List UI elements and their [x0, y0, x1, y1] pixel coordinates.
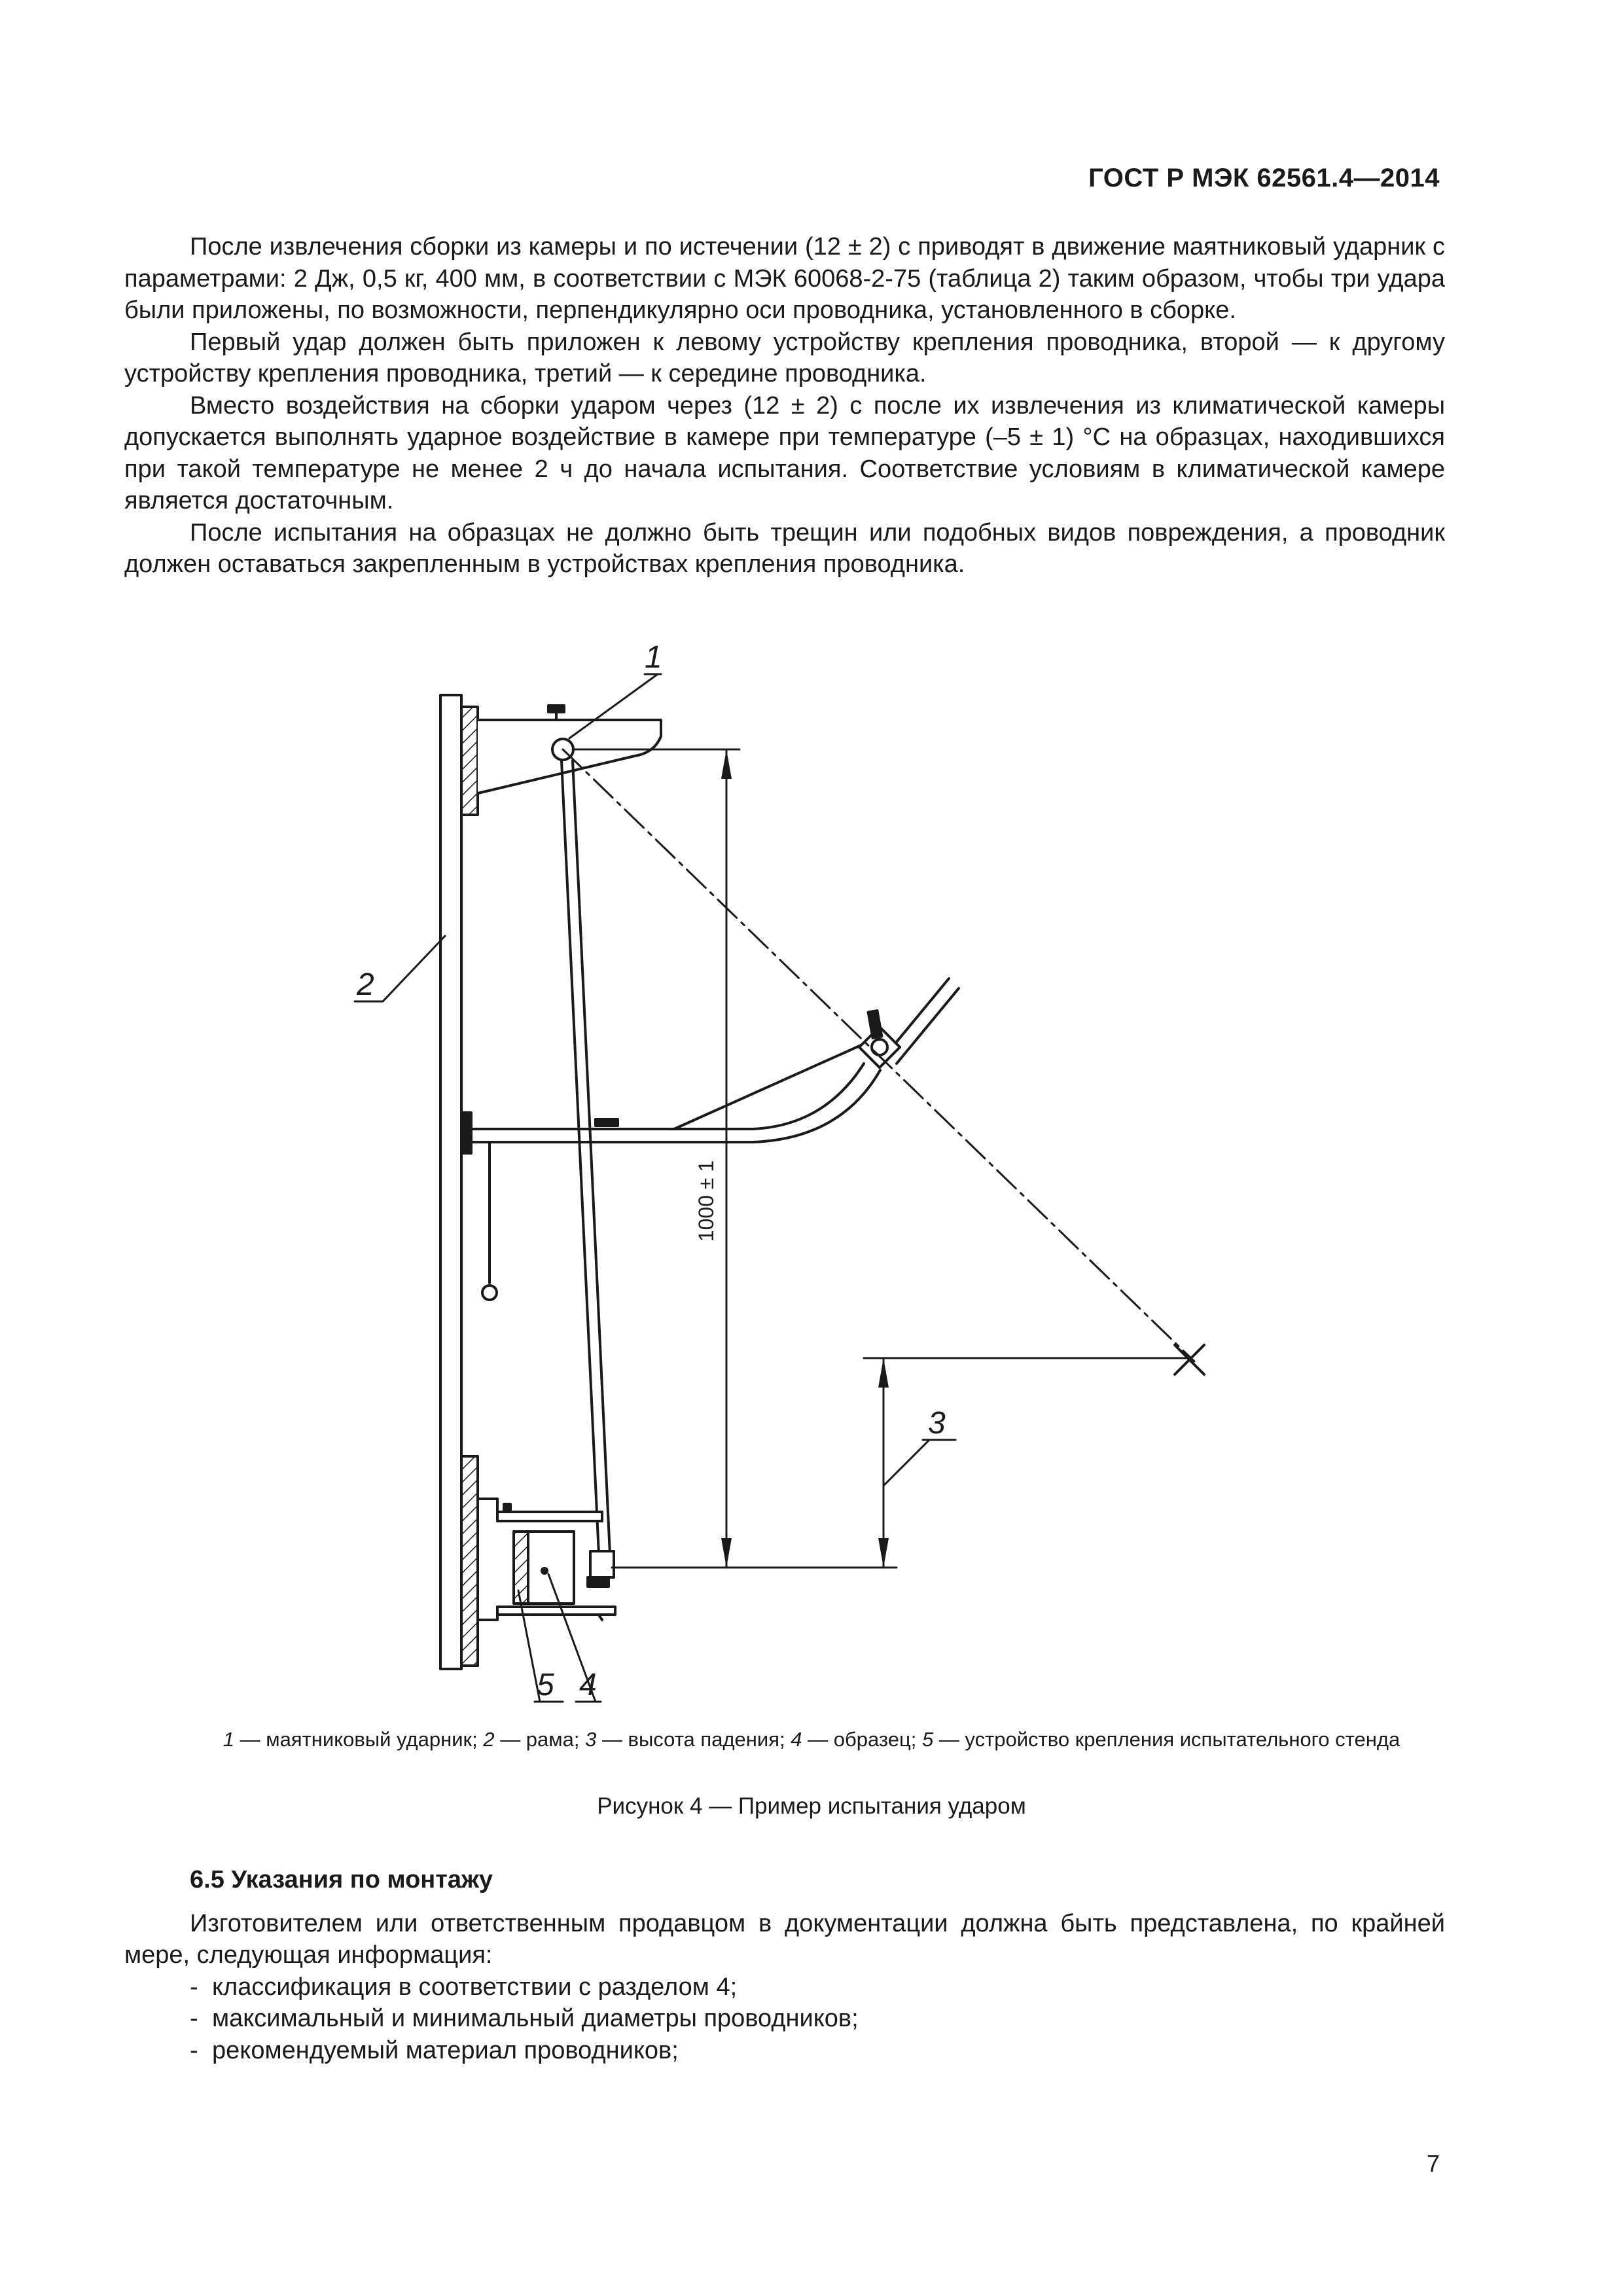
- label-4: 4: [579, 1668, 597, 1702]
- impact-test-drawing: [0, 628, 1623, 1741]
- legend-num: 1: [223, 1728, 235, 1751]
- list-item: - классификация в соответствии с разделом 4;: [190, 1971, 1445, 2003]
- document-header: ГОСТ Р МЭК 62561.4—2014: [1088, 164, 1440, 192]
- page-number: 7: [1426, 2150, 1440, 2177]
- pendulum-striker: [590, 1551, 614, 1577]
- legend-num: 2: [483, 1728, 495, 1751]
- section-title: 6.5 Указания по монтажу: [190, 1866, 493, 1893]
- swing-centerline: [563, 749, 1194, 1361]
- label-5: 5: [537, 1668, 554, 1702]
- legend-text: — устройство крепления испытательного стенда: [933, 1728, 1400, 1751]
- legend-text: — образец;: [802, 1728, 922, 1751]
- body-text: [124, 231, 1445, 581]
- legend-num: 4: [791, 1728, 802, 1751]
- dimension-label: 1000 ± 1: [694, 1160, 718, 1242]
- legend-text: — маятниковый ударник;: [234, 1728, 484, 1751]
- paragraph: После извлечения сборки из камеры и по истечении (12 ± 2) с приводят в движение маятниковый ударник с параметрами: 2 Дж, 0,5 кг, 400 мм, в соответствии с МЭК 60068-2-75 (таблица 2) таким образом, чтобы три удара были приложены, по возможности, перпендикулярно оси проводника, установленного в сборке.: [124, 233, 1445, 324]
- legend-num: 5: [921, 1728, 934, 1751]
- list-item: - максимальный и минимальный диаметры проводников;: [190, 2003, 1445, 2035]
- paragraph: Вместо воздействия на сборки ударом через (12 ± 2) с после их извлечения из климатической камеры допускается выполнять ударное воздействие в камере при температуре (–5 ± 1) °С на образцах, находившихся при такой температуре не менее 2 ч до начала испытания. Соответствие условиям в климатической камере является достаточным.: [124, 391, 1445, 514]
- section-intro: Изготовителем или ответственным продавцом в документации должна быть представлена, по крайней мере, следующая информация:: [124, 1909, 1445, 1969]
- legend-text: — рама;: [494, 1728, 586, 1751]
- label-3: 3: [928, 1406, 946, 1441]
- paragraph: После испытания на образцах не должно быть трещин или подобных видов повреждения, а проводник должен оставаться закрепленным в устройствах крепления проводника.: [124, 518, 1445, 578]
- legend-text: — высота падения;: [596, 1728, 791, 1751]
- legend-num: 3: [585, 1728, 597, 1751]
- figure-impact-test: [0, 628, 1623, 1741]
- label-1: 1: [645, 640, 662, 675]
- section-6-5: [124, 1864, 1445, 2066]
- frame: [440, 695, 461, 1669]
- specimen: [514, 1532, 528, 1604]
- figure-legend: [0, 1728, 1623, 1751]
- paragraph: Первый удар должен быть приложен к левому устройству крепления проводника, второй — к другому устройству крепления проводника, третий — к середине проводника.: [124, 328, 1445, 387]
- list-item: - рекомендуемый материал проводников;: [190, 2035, 1445, 2067]
- bullet-marker: -: [190, 2005, 198, 2032]
- top-mount-block: [461, 707, 478, 815]
- label-2: 2: [357, 967, 374, 1002]
- requirements-list: [124, 1971, 1445, 2067]
- bullet-marker: -: [190, 2036, 198, 2064]
- figure-caption: Рисунок 4 — Пример испытания ударом: [597, 1793, 1026, 1819]
- bottom-mount-block: [461, 1456, 478, 1666]
- bullet-marker: -: [190, 1973, 198, 2001]
